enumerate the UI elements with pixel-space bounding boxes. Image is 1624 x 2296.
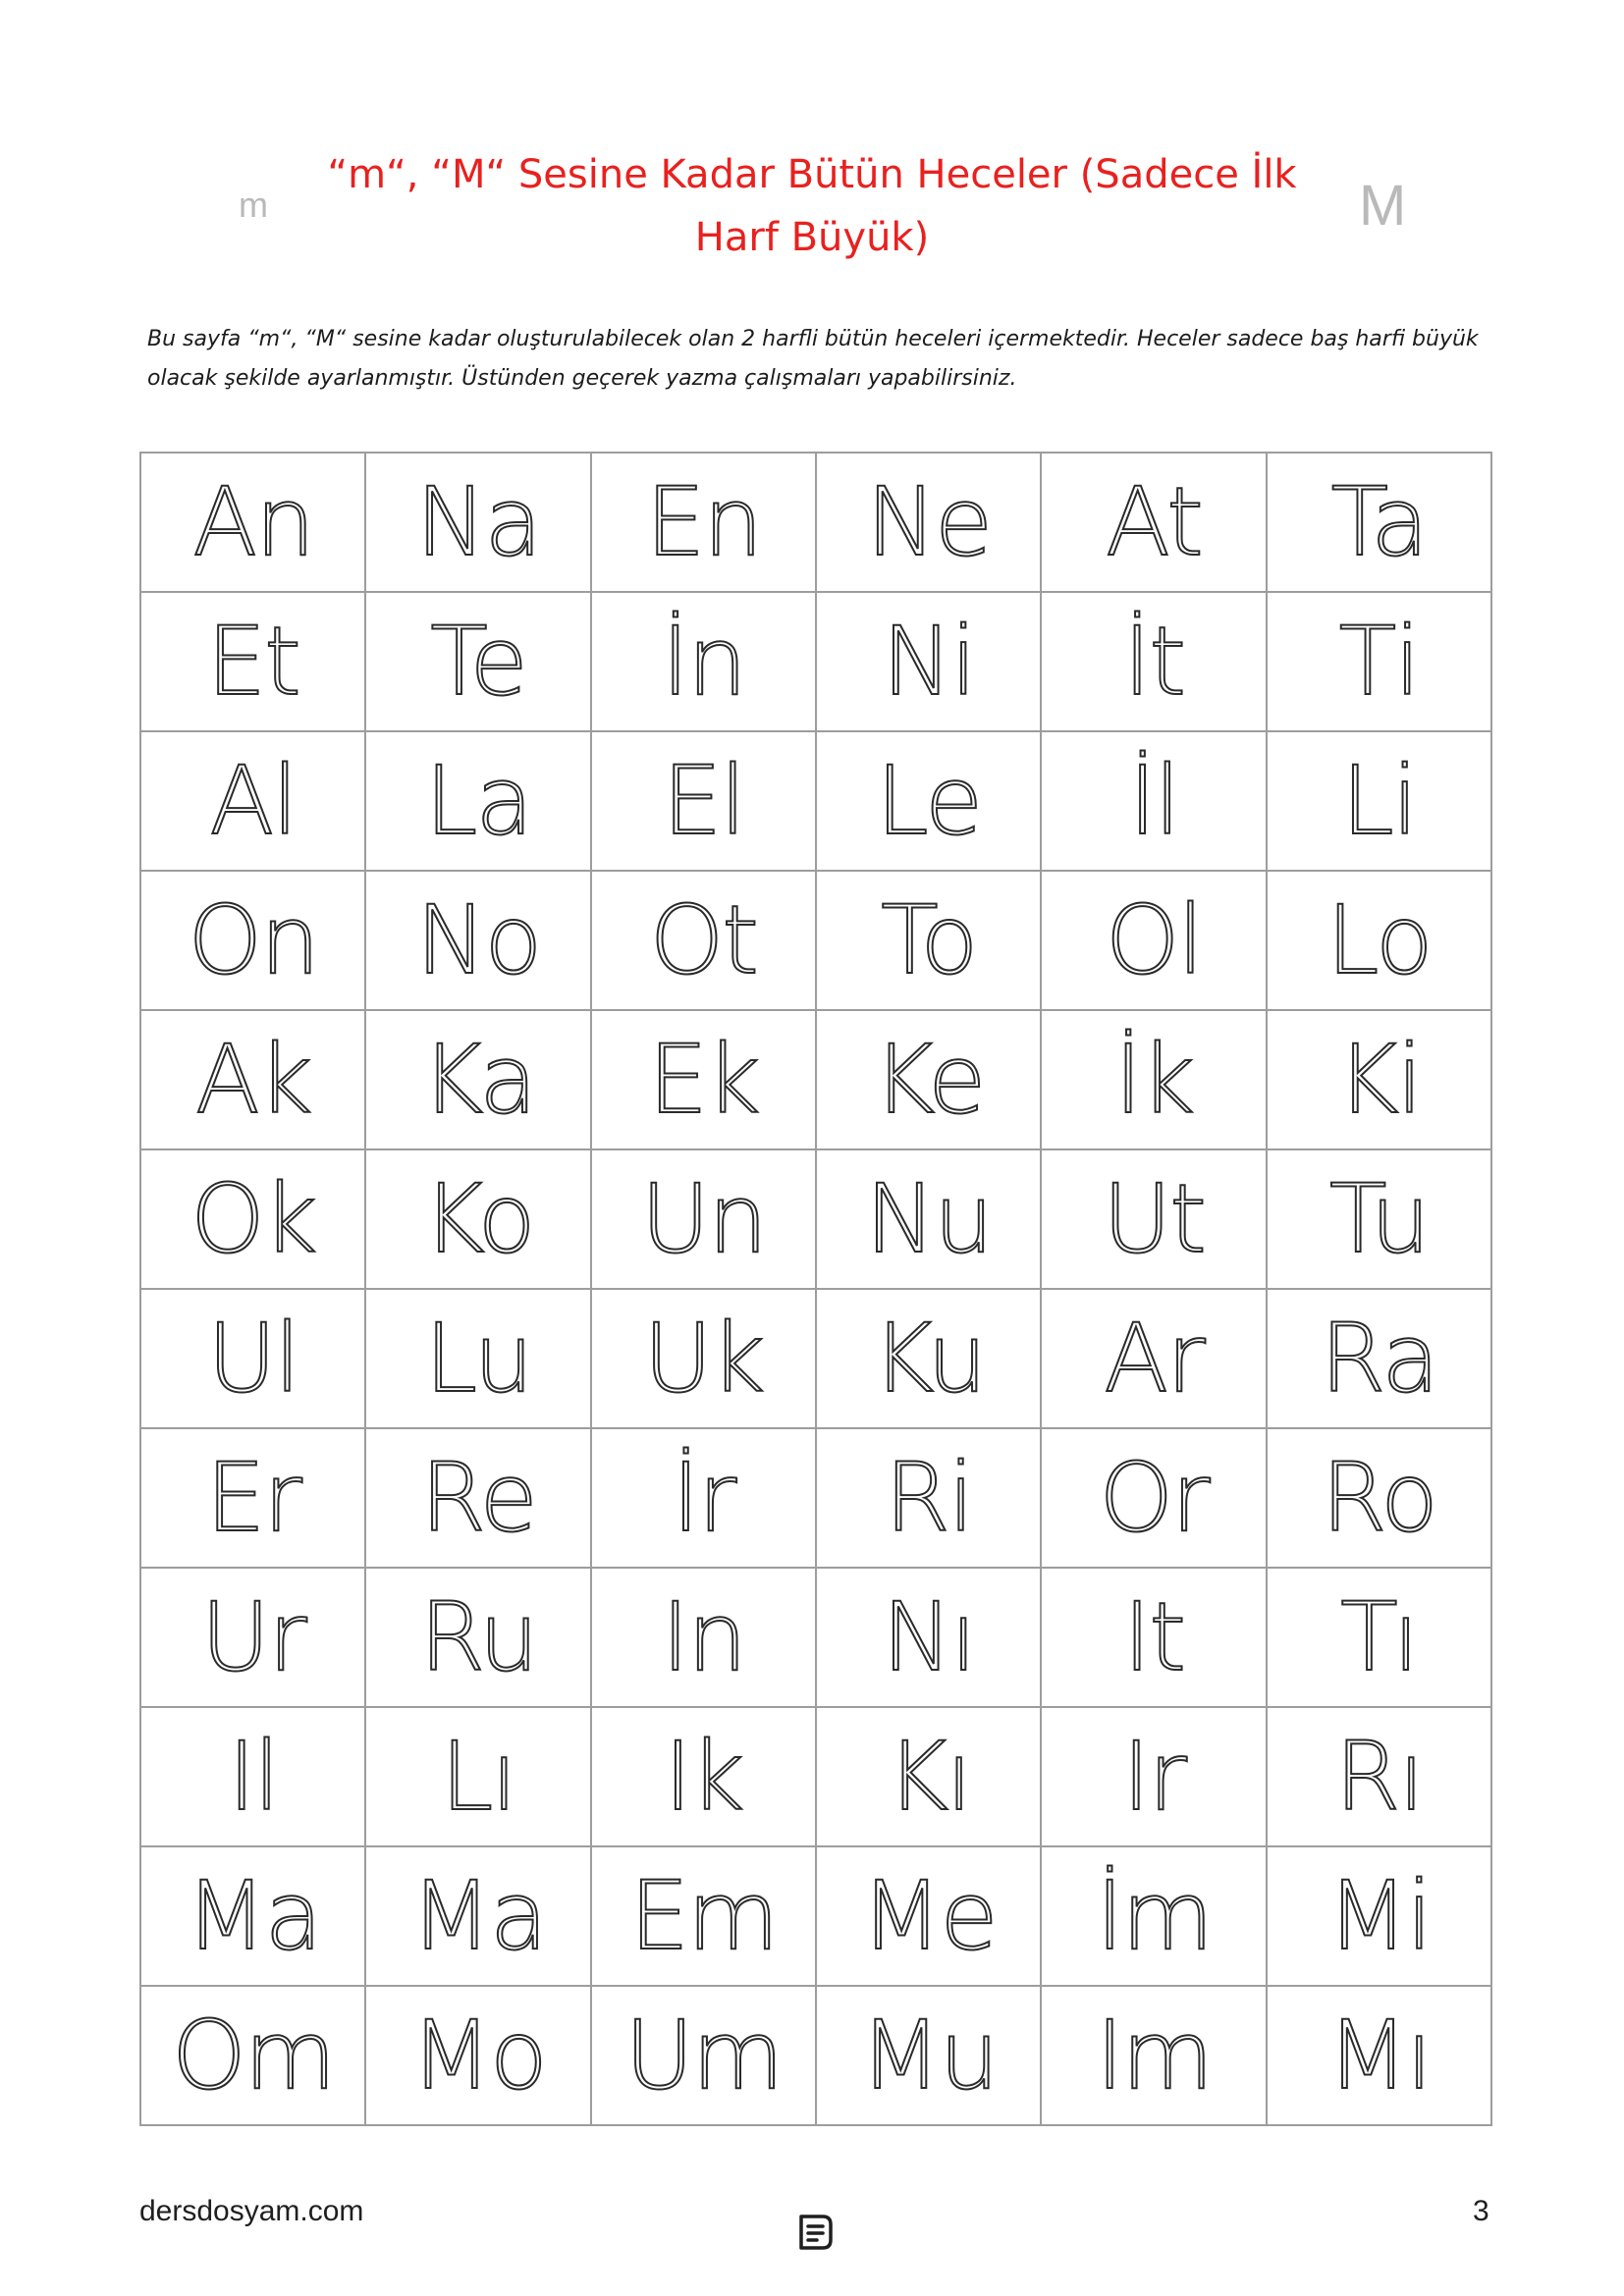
grid-cell [1041,592,1266,731]
grid-cell [1041,871,1266,1010]
traceable-syllable: Ar [1104,1304,1204,1414]
grid-cell [591,1289,816,1428]
grid-cell [816,1986,1041,2125]
page-title-line-1: “m“, “M“ Sesine Kadar Bütün Heceler (Sadece İlk [327,152,1297,197]
grid-cell [1041,1707,1266,1846]
grid-cell [816,1149,1041,1289]
traceable-syllable: Et [206,607,299,717]
traceable-syllable: Ut [1103,1164,1205,1274]
grid-cell [1041,1428,1266,1568]
grid-cell [1041,1568,1266,1707]
notebook-logo-icon [793,2211,837,2254]
traceable-syllable: Le [876,746,982,856]
grid-cell [1267,1289,1491,1428]
traceable-syllable: Mu [859,2001,998,2110]
grid-row [140,1010,1491,1149]
grid-cell [1041,1149,1266,1289]
traceable-syllable: İr [672,1443,735,1553]
traceable-syllable: Ne [866,467,992,577]
grid-cell [1041,1289,1266,1428]
grid-cell [591,1846,816,1986]
traceable-syllable: Ro [1321,1443,1436,1553]
traceable-syllable: Kі [1336,1025,1422,1135]
grid-row [140,1428,1491,1568]
grid-cell [140,731,365,871]
grid-cell [365,1428,590,1568]
grid-cell [365,731,590,871]
grid-cell [365,1149,590,1289]
traceable-syllable: Ru [419,1582,537,1692]
traceable-syllable: La [424,746,532,856]
traceable-syllable: Or [1099,1443,1209,1553]
grid-cell [365,592,590,731]
grid-cell [140,1568,365,1707]
grid-cell [140,1707,365,1846]
page-title-line-2: Harf Büyük) [694,215,930,260]
traceable-syllable: Em [629,1861,778,1971]
grid-row [140,1846,1491,1986]
traceable-syllable: Ma [185,1861,321,1971]
grid-row [140,1149,1491,1289]
grid-cell [140,1289,365,1428]
traceable-syllable: Tı [1340,1582,1418,1692]
grid-cell [1267,453,1491,592]
grid-cell [591,871,816,1010]
traceable-syllable: Ka [420,1025,536,1135]
traceable-syllable: İt [1123,607,1184,717]
grid-cell [816,871,1041,1010]
grid-cell [365,453,590,592]
grid-cell [591,1428,816,1568]
grid-cell [365,871,590,1010]
traceable-syllable: Tі [1338,607,1419,717]
grid-cell [1041,453,1266,592]
grid-row [140,592,1491,731]
corner-letter-uppercase: M [1359,174,1407,238]
grid-cell [140,453,365,592]
grid-cell [591,453,816,592]
grid-cell [591,592,816,731]
traceable-syllable: İn [661,607,745,717]
traceable-syllable: Tu [1328,1164,1429,1274]
grid-cell [591,1986,816,2125]
grid-cell [365,1568,590,1707]
grid-cell [1267,731,1491,871]
grid-cell [140,1149,365,1289]
traceable-syllable: At [1106,467,1202,577]
traceable-syllable: It [1123,1582,1184,1692]
grid-cell [591,1149,816,1289]
grid-row [140,1289,1491,1428]
page-title [324,143,1300,269]
grid-row [140,1568,1491,1707]
traceable-syllable: Ul [207,1304,299,1414]
grid-cell [1267,1707,1491,1846]
traceable-syllable: İm [1096,1861,1212,1971]
grid-cell [816,453,1041,592]
grid-cell [591,1568,816,1707]
grid-cell [1267,1986,1491,2125]
corner-letter-lowercase: m [239,185,268,225]
traceable-syllable: İk [1114,1025,1193,1135]
traceable-syllable: Re [420,1443,536,1553]
grid-cell [1041,1846,1266,1986]
traceable-syllable: Un [640,1164,766,1274]
grid-cell [140,1428,365,1568]
intro-line-2: olacak şekilde ayarlanmıştır. Üstünden geçerek yazma çalışmaları yapabilirsiniz. [147,366,1017,391]
traceable-syllable: Rі [884,1443,973,1553]
grid-cell [816,1010,1041,1149]
traceable-syllable: Il [228,1722,279,1832]
traceable-syllable: An [192,467,313,577]
traceable-syllable: El [662,746,744,856]
grid-cell [365,1707,590,1846]
grid-row [140,453,1491,592]
traceable-syllable: Lu [424,1304,532,1414]
traceable-syllable: To [881,885,977,995]
grid-row [140,731,1491,871]
traceable-syllable: Ir [1122,1722,1185,1832]
traceable-syllable: Me [860,1861,997,1971]
traceable-syllable: Te [430,607,526,717]
grid-cell [1267,1010,1491,1149]
traceable-syllable: Ta [1330,467,1428,577]
traceable-syllable: Um [624,2001,783,2110]
traceable-syllable: Nu [865,1164,992,1274]
grid-row [140,1986,1491,2125]
grid-cell [816,1846,1041,1986]
syllable-tracing-grid [139,452,1492,2126]
grid-cell [365,1986,590,2125]
traceable-syllable: Uk [643,1304,764,1414]
traceable-syllable: Mі [1326,1861,1432,1971]
grid-cell [591,731,816,871]
traceable-syllable: Rı [1334,1722,1423,1832]
traceable-syllable: Ak [195,1025,311,1135]
grid-cell [140,1010,365,1149]
grid-cell [816,1289,1041,1428]
grid-cell [140,592,365,731]
traceable-syllable: Om [172,2001,335,2110]
traceable-syllable: Ek [648,1025,759,1135]
grid-cell [816,731,1041,871]
traceable-syllable: Er [205,1443,300,1553]
traceable-syllable: Al [209,746,297,856]
traceable-syllable: On [188,885,318,995]
traceable-syllable: Mı [1326,2001,1432,2110]
traceable-syllable: Ma [410,1861,546,1971]
traceable-syllable: Im [1096,2001,1212,2110]
traceable-syllable: Kı [886,1722,971,1832]
grid-row [140,871,1491,1010]
traceable-syllable: Lo [1326,885,1432,995]
traceable-syllable: Ra [1320,1304,1438,1414]
grid-cell [1041,731,1266,871]
traceable-syllable: No [415,885,541,995]
traceable-syllable: Na [415,467,541,577]
grid-cell [140,871,365,1010]
intro-line-1: Bu sayfa “m“, “M“ sesine kadar oluşturulabilecek olan 2 harfli bütün heceleri içermektedir. Heceler sadece baş harfi büyük [147,327,1479,351]
footer-website: dersdosyam.com [139,2195,364,2227]
grid-cell [816,592,1041,731]
grid-cell [816,1707,1041,1846]
grid-cell [365,1846,590,1986]
traceable-syllable: Ku [872,1304,986,1414]
traceable-syllable: Lı [440,1722,516,1832]
traceable-syllable: Mo [410,2001,546,2110]
grid-cell [1041,1010,1266,1149]
grid-cell [591,1707,816,1846]
grid-cell [816,1428,1041,1568]
traceable-syllable: Lі [1341,746,1417,856]
traceable-syllable: Ko [422,1164,534,1274]
grid-cell [1267,1568,1491,1707]
intro-paragraph [147,320,1483,399]
grid-cell [140,1986,365,2125]
page-number: 3 [1473,2195,1489,2227]
traceable-syllable: Ok [190,1164,316,1274]
grid-cell [365,1289,590,1428]
traceable-syllable: Ur [200,1582,305,1692]
traceable-syllable: Nı [882,1582,975,1692]
grid-cell [591,1010,816,1149]
traceable-syllable: Nі [882,607,975,717]
traceable-syllable: Ke [873,1025,985,1135]
traceable-syllable: Ik [664,1722,743,1832]
grid-cell [816,1568,1041,1707]
grid-cell [365,1010,590,1149]
grid-cell [140,1846,365,1986]
grid-cell [1267,1846,1491,1986]
grid-cell [1041,1986,1266,2125]
grid-row [140,1707,1491,1846]
traceable-syllable: Ol [1105,885,1203,995]
traceable-syllable: Ot [649,885,757,995]
traceable-syllable: En [645,467,762,577]
grid-cell [1267,592,1491,731]
traceable-syllable: İl [1128,746,1179,856]
grid-cell [1267,1428,1491,1568]
traceable-syllable: In [661,1582,745,1692]
grid-cell [1267,871,1491,1010]
grid-cell [1267,1149,1491,1289]
